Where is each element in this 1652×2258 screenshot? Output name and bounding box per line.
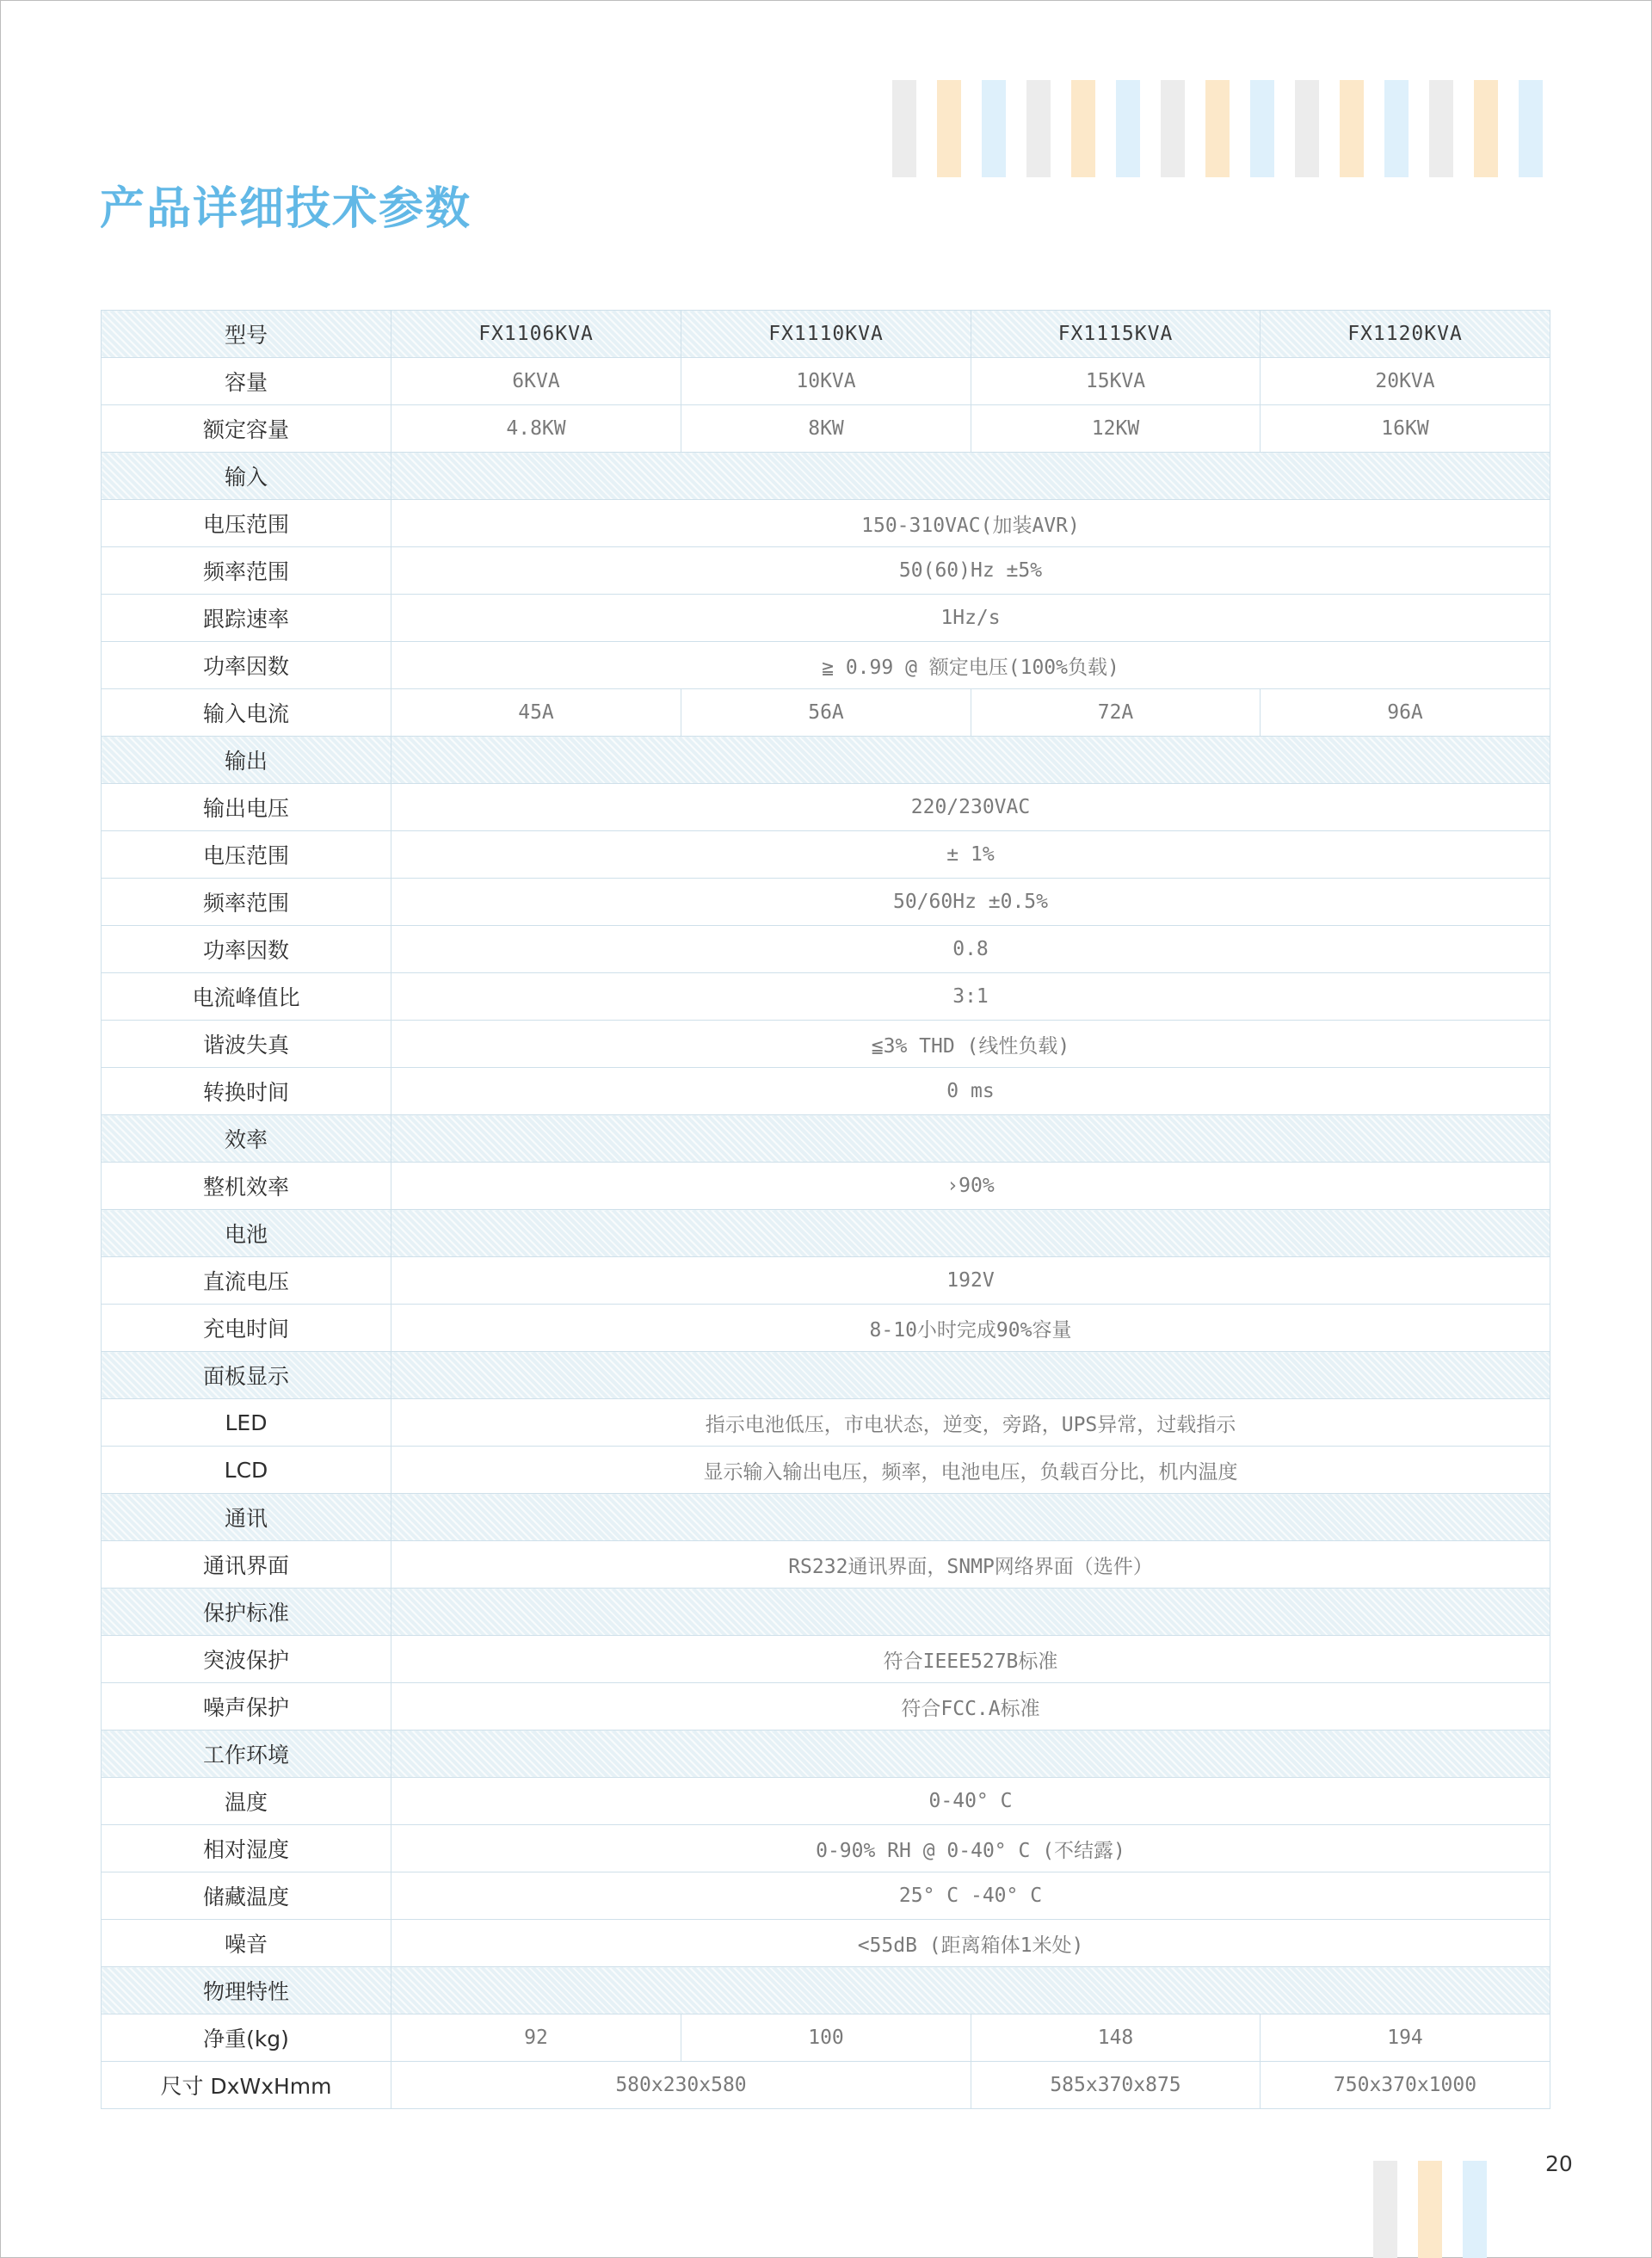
spec-value: 3:1 <box>391 973 1550 1021</box>
decorative-stripe <box>1418 2161 1442 2258</box>
spec-label: 转换时间 <box>102 1068 391 1115</box>
spec-label: 直流电压 <box>102 1257 391 1305</box>
spec-value: 10KVA <box>681 358 971 405</box>
spec-label: 噪音 <box>102 1920 391 1967</box>
decorative-stripe <box>892 80 916 177</box>
section-header-row <box>102 1731 1550 1778</box>
spec-row <box>102 926 1550 973</box>
spec-label: 电压范围 <box>102 831 391 879</box>
decorative-stripe <box>1463 2161 1487 2258</box>
decorative-stripe <box>1071 80 1095 177</box>
spec-table-body <box>102 311 1550 2109</box>
section-header-row <box>102 1352 1550 1399</box>
spec-value: 0-90% RH @ 0-40° C (不结露) <box>391 1825 1550 1872</box>
spec-value: ›90% <box>391 1163 1550 1210</box>
spec-value: 符合FCC.A标准 <box>391 1683 1550 1731</box>
spec-value: 50/60Hz ±0.5% <box>391 879 1550 926</box>
spec-value: 750x370x1000 <box>1261 2062 1550 2109</box>
spec-value: 4.8KW <box>391 405 681 453</box>
section-title: 电池 <box>102 1210 391 1257</box>
decorative-stripe <box>1373 2161 1397 2258</box>
spec-row <box>102 405 1550 453</box>
spec-label: 电流峰值比 <box>102 973 391 1021</box>
model-name: FX1120KVA <box>1261 311 1550 358</box>
decorative-stripe <box>1205 80 1230 177</box>
spec-label: 净重(kg) <box>102 2014 391 2062</box>
spec-label: 跟踪速率 <box>102 595 391 642</box>
decorative-stripe <box>1161 80 1185 177</box>
spec-value: 45A <box>391 689 681 737</box>
spec-label: 整机效率 <box>102 1163 391 1210</box>
spec-value: 585x370x875 <box>971 2062 1261 2109</box>
spec-value: 150-310VAC(加装AVR) <box>391 500 1550 547</box>
section-title: 保护标准 <box>102 1589 391 1636</box>
section-filler <box>391 1115 1550 1163</box>
section-header-row <box>102 1589 1550 1636</box>
spec-label: 通讯界面 <box>102 1541 391 1589</box>
spec-label: 输出电压 <box>102 784 391 831</box>
spec-value: ≧ 0.99 @ 额定电压(100%负载) <box>391 642 1550 689</box>
spec-row <box>102 1068 1550 1115</box>
spec-value: 72A <box>971 689 1261 737</box>
spec-label: 功率因数 <box>102 926 391 973</box>
spec-label: 噪声保护 <box>102 1683 391 1731</box>
section-filler <box>391 1589 1550 1636</box>
spec-value: ± 1% <box>391 831 1550 879</box>
spec-row <box>102 2062 1550 2109</box>
spec-value: 56A <box>681 689 971 737</box>
spec-row <box>102 1825 1550 1872</box>
spec-row <box>102 1021 1550 1068</box>
spec-label: 相对湿度 <box>102 1825 391 1872</box>
spec-row <box>102 689 1550 737</box>
spec-label: 额定容量 <box>102 405 391 453</box>
section-filler <box>391 1967 1550 2014</box>
spec-value: 15KVA <box>971 358 1261 405</box>
spec-value: 25° C -40° C <box>391 1872 1550 1920</box>
spec-row <box>102 358 1550 405</box>
decorative-stripe <box>1340 80 1364 177</box>
section-filler <box>391 1731 1550 1778</box>
spec-row <box>102 1683 1550 1731</box>
section-header-row <box>102 1115 1550 1163</box>
spec-row <box>102 1399 1550 1447</box>
spec-value: 192V <box>391 1257 1550 1305</box>
decorative-stripe <box>1026 80 1051 177</box>
section-filler <box>391 1352 1550 1399</box>
section-title: 物理特性 <box>102 1967 391 2014</box>
section-header-row <box>102 1494 1550 1541</box>
spec-row <box>102 1257 1550 1305</box>
section-header-row <box>102 1210 1550 1257</box>
spec-row <box>102 2014 1550 2062</box>
decorative-stripe <box>1250 80 1274 177</box>
spec-row <box>102 595 1550 642</box>
spec-label: 频率范围 <box>102 879 391 926</box>
spec-row <box>102 879 1550 926</box>
model-name: FX1115KVA <box>971 311 1261 358</box>
spec-label: 输入电流 <box>102 689 391 737</box>
section-title: 工作环境 <box>102 1731 391 1778</box>
decorative-stripe <box>1429 80 1453 177</box>
spec-value: 20KVA <box>1261 358 1550 405</box>
spec-value: 16KW <box>1261 405 1550 453</box>
spec-value: ≦3% THD (线性负载) <box>391 1021 1550 1068</box>
spec-value: 0-40° C <box>391 1778 1550 1825</box>
page-title: 产品详细技术参数 <box>100 183 472 235</box>
decorative-stripe <box>1295 80 1319 177</box>
section-title: 输出 <box>102 737 391 784</box>
spec-value: 96A <box>1261 689 1550 737</box>
model-header-label: 型号 <box>102 311 391 358</box>
section-header-row <box>102 737 1550 784</box>
spec-label: 温度 <box>102 1778 391 1825</box>
spec-value: 8KW <box>681 405 971 453</box>
spec-value: 0.8 <box>391 926 1550 973</box>
spec-row <box>102 1305 1550 1352</box>
spec-row <box>102 973 1550 1021</box>
spec-label: 尺寸 DxWxHmm <box>102 2062 391 2109</box>
spec-row <box>102 547 1550 595</box>
spec-value: 220/230VAC <box>391 784 1550 831</box>
spec-label: 功率因数 <box>102 642 391 689</box>
spec-value: 显示输入输出电压，频率，电池电压，负载百分比，机内温度 <box>391 1447 1550 1494</box>
spec-row <box>102 784 1550 831</box>
spec-label: 突波保护 <box>102 1636 391 1683</box>
decorative-stripe <box>982 80 1006 177</box>
spec-label: LED <box>102 1399 391 1447</box>
spec-row <box>102 642 1550 689</box>
spec-row <box>102 1778 1550 1825</box>
spec-row <box>102 1920 1550 1967</box>
page-number: 20 <box>1545 2151 1573 2176</box>
spec-row <box>102 831 1550 879</box>
section-header-row <box>102 1967 1550 2014</box>
decorative-stripe <box>937 80 961 177</box>
model-header-row <box>102 311 1550 358</box>
section-title: 面板显示 <box>102 1352 391 1399</box>
spec-label: 储藏温度 <box>102 1872 391 1920</box>
spec-table <box>101 310 1550 2109</box>
spec-value: <55dB (距离箱体1米处) <box>391 1920 1550 1967</box>
spec-value: RS232通讯界面，SNMP网络界面（选件） <box>391 1541 1550 1589</box>
spec-label: 电压范围 <box>102 500 391 547</box>
spec-value: 1Hz/s <box>391 595 1550 642</box>
spec-value: 0 ms <box>391 1068 1550 1115</box>
spec-row <box>102 1872 1550 1920</box>
spec-label: LCD <box>102 1447 391 1494</box>
section-filler <box>391 1494 1550 1541</box>
spec-row <box>102 500 1550 547</box>
spec-row <box>102 1636 1550 1683</box>
spec-value: 50(60)Hz ±5% <box>391 547 1550 595</box>
spec-value: 6KVA <box>391 358 681 405</box>
section-filler <box>391 453 1550 500</box>
section-title: 通讯 <box>102 1494 391 1541</box>
spec-value: 92 <box>391 2014 681 2062</box>
spec-value: 580x230x580 <box>391 2062 971 2109</box>
model-name: FX1106KVA <box>391 311 681 358</box>
spec-label: 容量 <box>102 358 391 405</box>
decorative-stripe <box>1384 80 1409 177</box>
section-filler <box>391 737 1550 784</box>
decorative-stripe <box>1116 80 1140 177</box>
decorative-stripe <box>1519 80 1543 177</box>
decorative-stripe <box>1474 80 1498 177</box>
section-filler <box>391 1210 1550 1257</box>
spec-value: 8-10小时完成90%容量 <box>391 1305 1550 1352</box>
spec-label: 充电时间 <box>102 1305 391 1352</box>
spec-label: 频率范围 <box>102 547 391 595</box>
spec-row <box>102 1447 1550 1494</box>
spec-label: 谐波失真 <box>102 1021 391 1068</box>
section-title: 输入 <box>102 453 391 500</box>
spec-value: 指示电池低压，市电状态，逆变，旁路，UPS异常，过载指示 <box>391 1399 1550 1447</box>
model-name: FX1110KVA <box>681 311 971 358</box>
spec-row <box>102 1163 1550 1210</box>
spec-value: 100 <box>681 2014 971 2062</box>
spec-value: 符合IEEE527B标准 <box>391 1636 1550 1683</box>
spec-row <box>102 1541 1550 1589</box>
spec-value: 148 <box>971 2014 1261 2062</box>
section-title: 效率 <box>102 1115 391 1163</box>
spec-value: 12KW <box>971 405 1261 453</box>
section-header-row <box>102 453 1550 500</box>
spec-value: 194 <box>1261 2014 1550 2062</box>
